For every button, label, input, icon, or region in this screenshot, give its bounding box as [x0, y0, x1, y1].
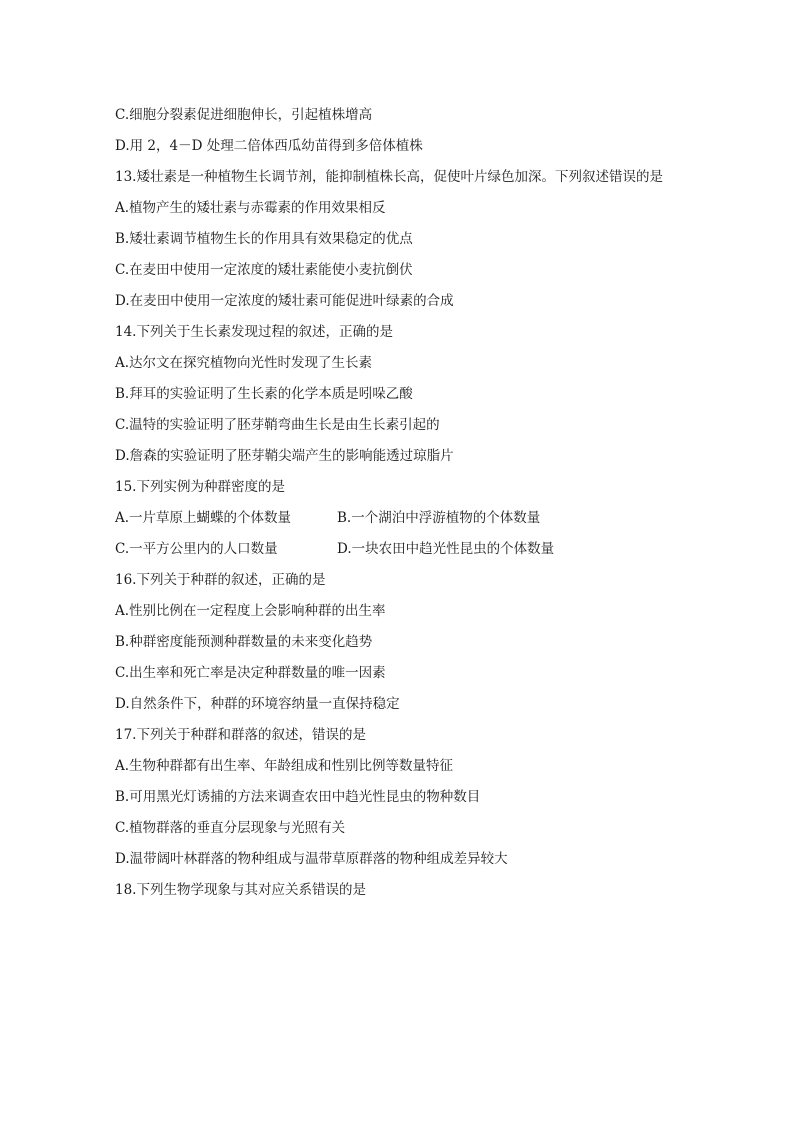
q14-stem: 14.下列关于生长素发现过程的叙述，正确的是: [115, 324, 393, 340]
q16-stem: 16.下列关于种群的叙述，正确的是: [115, 572, 326, 588]
q14-option-a: A.达尔文在探究植物向光性时发现了生长素: [115, 355, 373, 371]
q15-options-row-2: [115, 534, 715, 565]
q13-option-d: D.在麦田中使用一定浓度的矮壮素可能促进叶绿素的合成: [115, 293, 454, 309]
q15-option-a: A.一片草原上蝴蝶的个体数量: [115, 510, 292, 526]
q17-option-a: A.生物种群都有出生率、年龄组成和性别比例等数量特征: [115, 758, 454, 774]
q13-option-c: C.在麦田中使用一定浓度的矮壮素能使小麦抗倒伏: [115, 262, 413, 278]
q17-option-c: C.植物群落的垂直分层现象与光照有关: [115, 820, 346, 836]
q15-options-row-1: [115, 503, 715, 534]
q17-option-d: D.温带阔叶林群落的物种组成与温带草原群落的物种组成差异较大: [115, 851, 508, 867]
q17-stem: 17.下列关于种群和群落的叙述，错误的是: [115, 727, 366, 743]
q15-option-d: D.一块农田中趋光性昆虫的个体数量: [337, 541, 555, 557]
q18-stem: 18.下列生物学现象与其对应关系错误的是: [115, 882, 366, 898]
q14-option-b: B.拜耳的实验证明了生长素的化学本质是吲哚乙酸: [115, 386, 413, 402]
q13-stem: 13.矮壮素是一种植物生长调节剂，能抑制植株长高，促使叶片绿色加深。下列叙述错误的是: [115, 169, 663, 185]
q12-option-d: D.用 2，4－D 处理二倍体西瓜幼苗得到多倍体植株: [115, 138, 423, 154]
q14-option-c: C.温特的实验证明了胚芽鞘弯曲生长是由生长素引起的: [115, 417, 440, 433]
q15-stem: 15.下列实例为种群密度的是: [115, 479, 285, 495]
q16-option-a: A.性别比例在一定程度上会影响种群的出生率: [115, 603, 386, 619]
q13-option-b: B.矮壮素调节植物生长的作用具有效果稳定的优点: [115, 231, 413, 247]
q16-option-d: D.自然条件下，种群的环境容纳量一直保持稳定: [115, 696, 400, 712]
q16-option-b: B.种群密度能预测种群数量的未来变化趋势: [115, 634, 373, 650]
q13-option-a: A.植物产生的矮壮素与赤霉素的作用效果相反: [115, 200, 386, 216]
document-page: [115, 100, 715, 906]
q15-option-c: C.一平方公里内的人口数量: [115, 541, 278, 557]
q14-option-d: D.詹森的实验证明了胚芽鞘尖端产生的影响能透过琼脂片: [115, 448, 454, 464]
q12-option-c: C.细胞分裂素促进细胞伸长，引起植株增高: [115, 107, 373, 123]
q17-option-b: B.可用黑光灯诱捕的方法来调查农田中趋光性昆虫的物种数目: [115, 789, 481, 805]
q15-option-b: B.一个湖泊中浮游植物的个体数量: [337, 510, 541, 526]
q16-option-c: C.出生率和死亡率是决定种群数量的唯一因素: [115, 665, 386, 681]
